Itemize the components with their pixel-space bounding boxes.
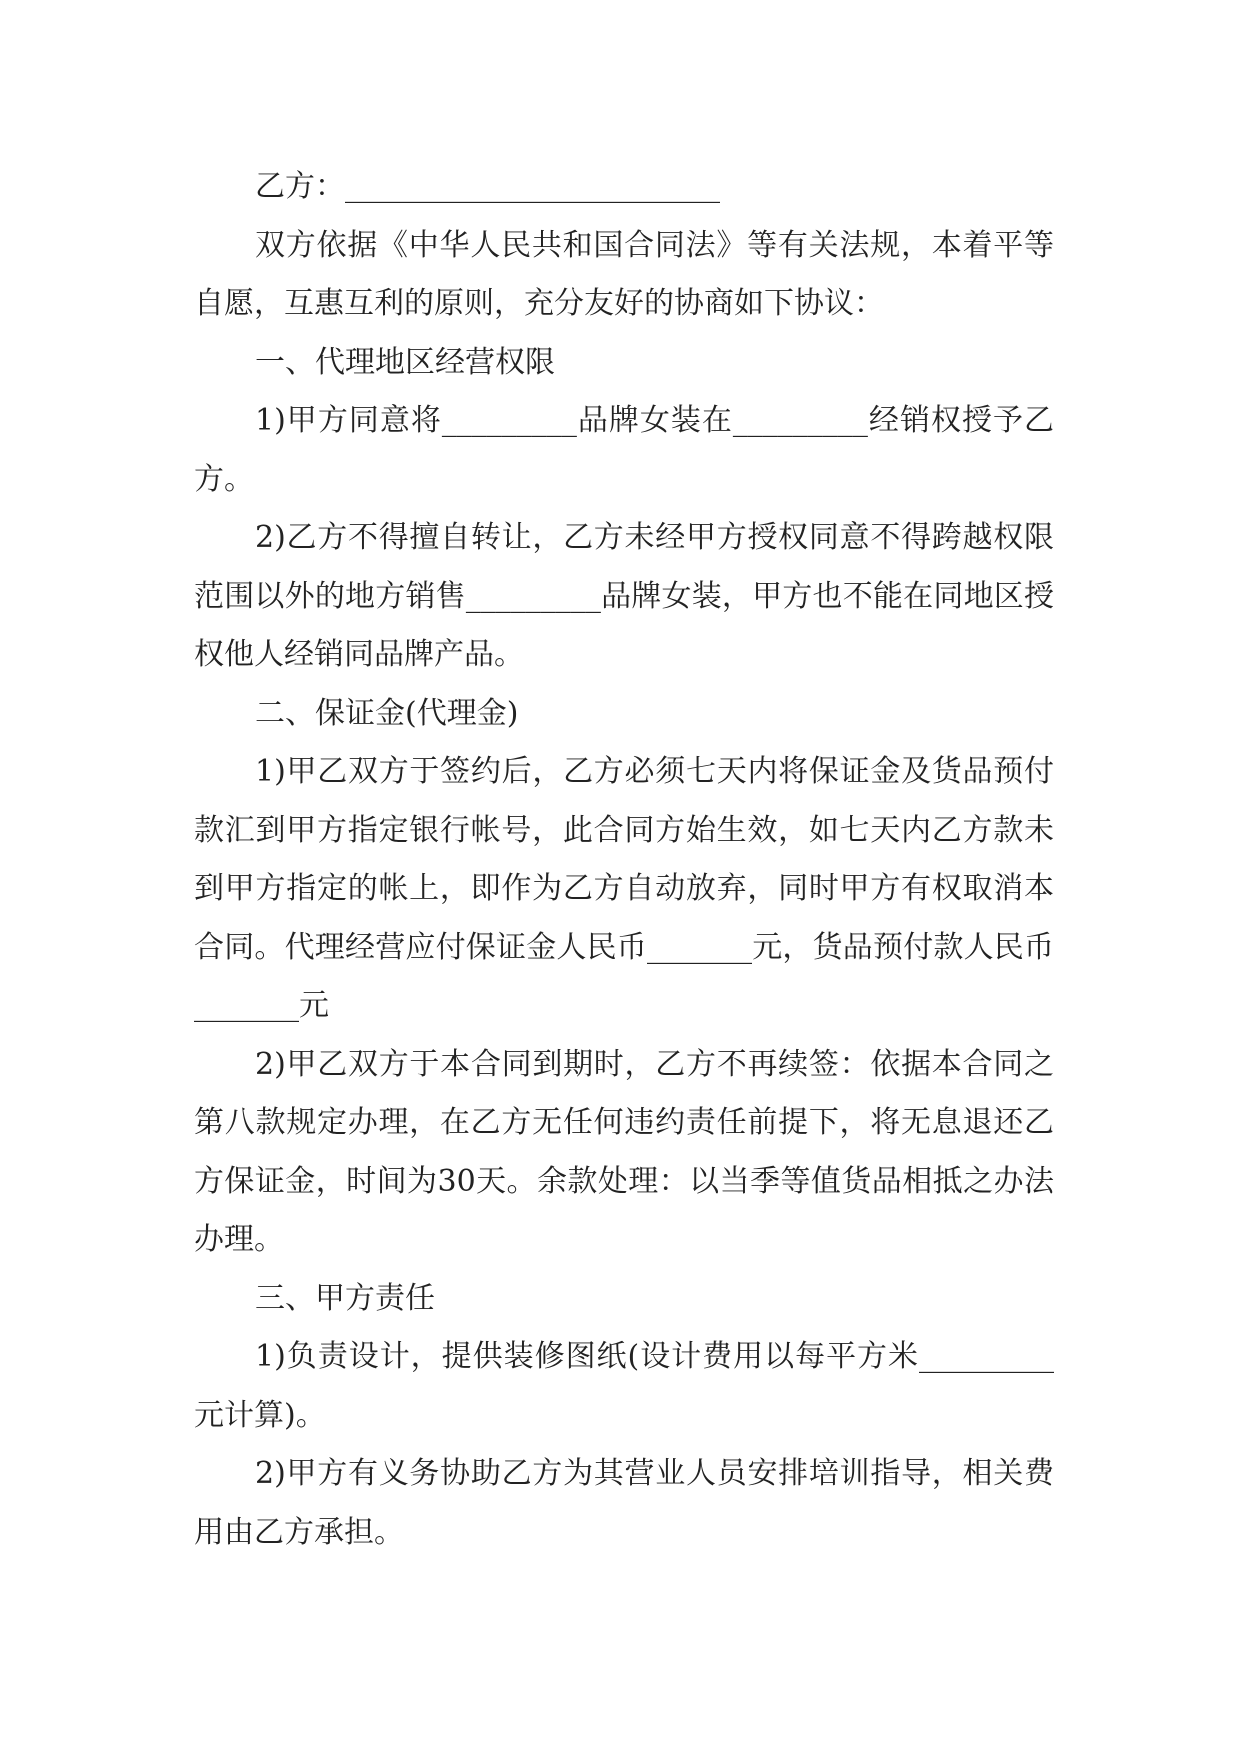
section-3-item-2: 2)甲方有义务协助乙方为其营业人员安排培训指导，相关费用由乙方承担。	[194, 1456, 1054, 1550]
document-body	[194, 158, 1054, 1562]
section-1-heading: 一、代理地区经营权限	[255, 344, 555, 380]
section-2-item-2: 2)甲乙双方于本合同到期时，乙方不再续签：依据本合同之第八款规定办理，在乙方无任何违约责任前提下，将无息退还乙方保证金，时间为30天。余款处理：以当季等值货品相抵之办法办理。	[194, 1046, 1054, 1257]
section-2-heading: 二、保证金(代理金)	[255, 695, 519, 731]
section-2-item-1: 1)甲乙双方于签约后，乙方必须七天内将保证金及货品预付款汇到甲方指定银行帐号，此合同方始生效，如七天内乙方款未到甲方指定的帐上，即作为乙方自动放弃，同时甲方有权取消本合同。代理经营应付保证金人民币_______元，货品预付款人民币_______元	[194, 754, 1054, 1023]
section-3-heading: 三、甲方责任	[255, 1280, 435, 1316]
section-1-item-1: 1)甲方同意将_________品牌女装在_________经销权授予乙方。	[194, 403, 1054, 497]
party-b-line: 乙方：_________________________	[255, 169, 720, 204]
intro-paragraph: 双方依据《中华人民共和国合同法》等有关法规，本着平等自愿，互惠互利的原则，充分友好的协商如下协议：	[194, 227, 1054, 321]
section-3-item-1: 1)负责设计，提供装修图纸(设计费用以每平方米_________元计算)。	[194, 1339, 1054, 1433]
section-1-item-2: 2)乙方不得擅自转让，乙方未经甲方授权同意不得跨越权限范围以外的地方销售_________品牌女装，甲方也不能在同地区授权他人经销同品牌产品。	[194, 520, 1054, 672]
